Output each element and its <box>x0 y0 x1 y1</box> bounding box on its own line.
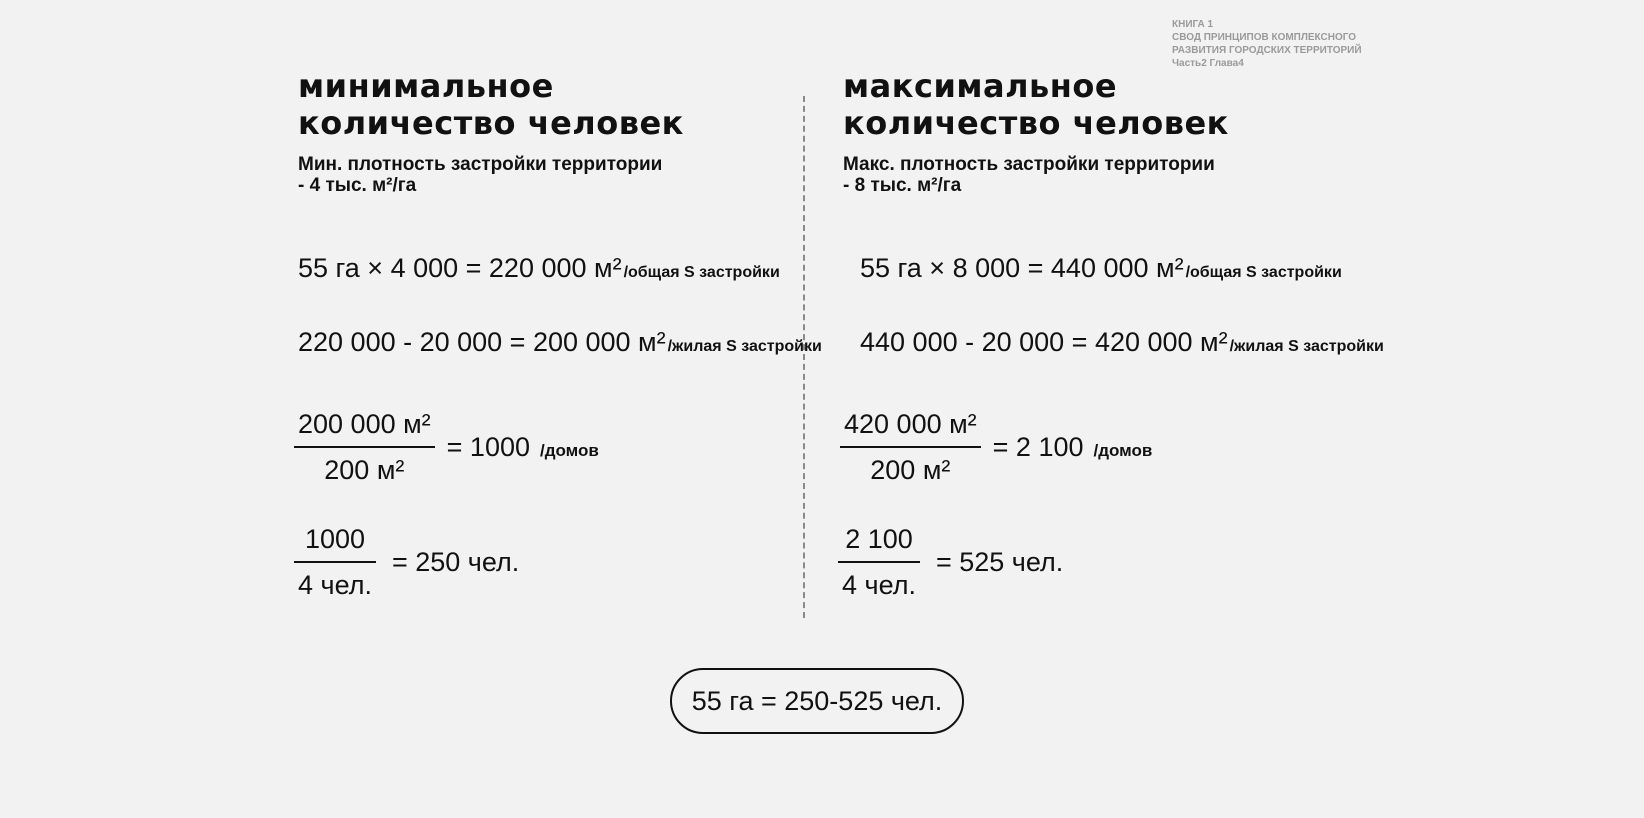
left-equation-total-area <box>298 252 780 289</box>
column-divider <box>803 96 805 618</box>
left-eq2-text: 220 000 - 20 000 = 200 000 м² <box>298 327 666 357</box>
left-frac2 <box>294 523 376 601</box>
right-title <box>843 68 1229 142</box>
right-frac2-result: = 525 чел. <box>935 546 1064 577</box>
left-title-line1: минимальное <box>298 67 554 105</box>
left-frac2-denominator: 4 чел. <box>298 570 372 600</box>
book-number: КНИГА 1 <box>1172 19 1214 30</box>
right-frac1-numerator: 420 000 м² <box>844 409 977 439</box>
right-subtitle-line1: Макс. плотность застройки территории <box>843 154 1215 175</box>
book-header <box>1172 18 1362 70</box>
right-frac2 <box>838 523 920 601</box>
left-people-fraction <box>294 523 519 601</box>
right-equation-total-area <box>860 252 1342 289</box>
left-frac2-result: = 250 чел. <box>391 546 520 577</box>
fraction-bar <box>840 446 981 448</box>
book-chapter: Часть2 Глава4 <box>1172 58 1244 69</box>
right-frac1-unit: /домов <box>1093 441 1153 460</box>
right-eq2-text: 440 000 - 20 000 = 420 000 м² <box>860 327 1228 357</box>
left-subtitle-line2: - 4 тыс. м²/га <box>298 175 417 196</box>
fraction-bar <box>294 446 435 448</box>
right-houses-fraction <box>840 408 1152 486</box>
left-frac1-denominator: 200 м² <box>324 455 405 485</box>
right-eq2-note: /жилая S застройки <box>1229 338 1384 355</box>
left-eq1-text: 55 га × 4 000 = 220 000 м² <box>298 253 622 283</box>
right-subtitle <box>843 154 1215 196</box>
book-title-line2: РАЗВИТИЯ ГОРОДСКИХ ТЕРРИТОРИЙ <box>1172 45 1362 56</box>
right-frac2-denominator: 4 чел. <box>842 570 916 600</box>
left-subtitle <box>298 154 662 196</box>
right-frac2-numerator: 2 100 <box>845 524 913 554</box>
left-eq1-note: /общая S застройки <box>623 264 780 281</box>
right-title-line2: количество человек <box>843 104 1229 142</box>
left-eq2-note: /жилая S застройки <box>667 338 822 355</box>
summary-text: 55 га = 250-525 чел. <box>691 685 943 716</box>
fraction-bar <box>294 561 376 563</box>
right-eq1-text: 55 га × 8 000 = 440 000 м² <box>860 253 1184 283</box>
left-title <box>298 68 684 142</box>
summary-badge <box>670 668 964 734</box>
right-eq1-note: /общая S застройки <box>1185 264 1342 281</box>
right-people-fraction <box>838 523 1063 601</box>
fraction-bar <box>838 561 920 563</box>
left-frac1-result: = 1000 <box>446 431 530 462</box>
left-houses-fraction <box>294 408 599 486</box>
right-equation-living-area <box>860 326 1384 363</box>
left-frac1 <box>294 408 435 486</box>
left-title-line2: количество человек <box>298 104 684 142</box>
right-subtitle-line2: - 8 тыс. м²/га <box>843 175 962 196</box>
book-title-line1: СВОД ПРИНЦИПОВ КОМПЛЕКСНОГО <box>1172 32 1357 43</box>
left-subtitle-line1: Мин. плотность застройки территории <box>298 154 663 175</box>
right-title-line1: максимальное <box>843 67 1118 105</box>
left-frac1-numerator: 200 000 м² <box>298 409 431 439</box>
right-frac1-denominator: 200 м² <box>870 455 951 485</box>
right-frac1 <box>840 408 981 486</box>
right-frac1-result: = 2 100 <box>992 431 1084 462</box>
left-frac1-unit: /домов <box>540 441 599 460</box>
left-equation-living-area <box>298 326 822 363</box>
left-frac2-numerator: 1000 <box>304 524 366 554</box>
